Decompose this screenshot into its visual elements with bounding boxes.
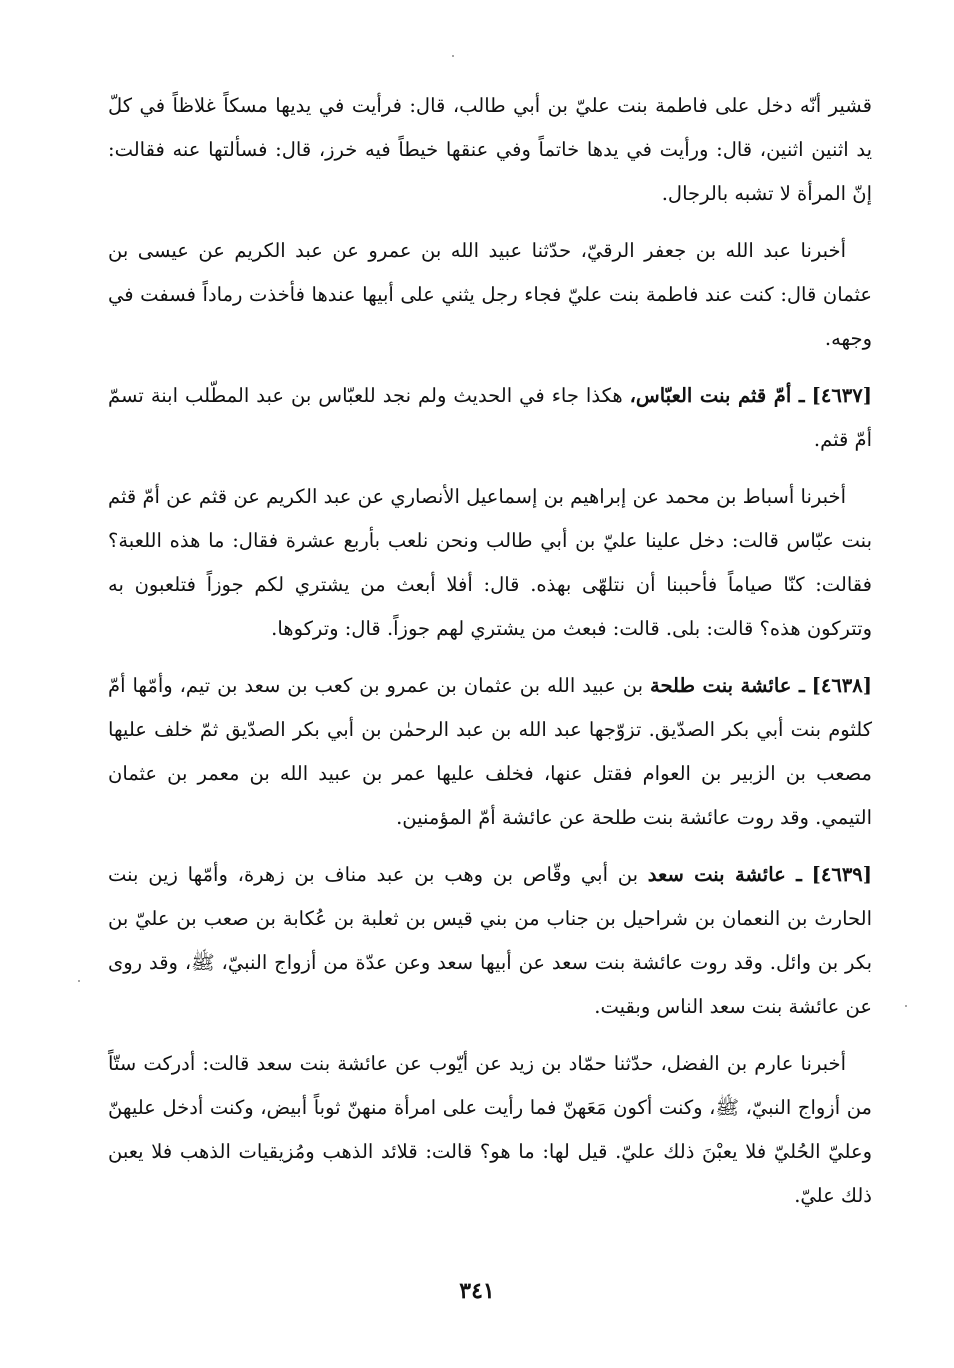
entry-4637 [108,374,872,462]
entry-name: ـ أمّ قثم بنت العبّاس، [629,384,805,407]
entry-text: بن عبيد الله بن عثمان بن عمرو بن كعب بن سعد بن تيم، وأمّها أمّ كلثوم بنت أبي بكر الصدّيق. تزوّجها عبد الله بن عبد الرحمٰن بن أبي بكر الصدّيق ثمّ خلف عليها مصعب بن الزبير بن العوام فقتل عنها، فخلف عليها عمر بن عبيد الله بن معمر بن عثمان التيمي. وقد روت عائشة بنت طلحة عن عائشة أمّ المؤمنين. [108,674,872,829]
entry-name: ـ عائشة بنت سعد [647,863,802,886]
entry-number: [٤٦٣٧] [811,384,872,407]
entry-4639 [108,853,872,1029]
paragraph-text: أخبرنا أسباط بن محمد عن إبراهيم بن إسماعيل الأنصاري عن عبد الكريم عن قثم عن أمّ قثم بنت عبّاس قالت: دخل علينا عليّ بن أبي طالب ونحن نلعب بأربع عشرة فقال: ما هذه اللعبة؟ فقالت: كنّا صياماً فأحببنا أن نتلهّى بهذه. قال: أفلا أبعث من يشتري لكم جوزاً فتلعبون به وتتركون هذه؟ قالت: بلى. قالت: فبعث من يشتري لهم جوزاً. قال: وتركوها. [108,485,872,640]
paragraph-1 [108,84,872,216]
entry-number: [٤٦٣٨] [811,674,872,697]
entry-number: [٤٦٣٩] [811,863,873,886]
entry-text: هكذا جاء في الحديث ولم نجد للعبّاس بن عبد المطّلب ابنة تسمّ أمّ قثم. [108,384,872,451]
scan-speck [905,1005,907,1007]
scan-speck [452,55,454,57]
page-number: ٣٤١ [459,1278,495,1304]
entry-text: بن أبي وقّاص بن وهب بن عبد مناف بن زهرة، وأمّها زين بنت الحارث بن النعمان بن شراحيل بن جناب من بني قيس بن ثعلبة بن عُكابة بن صعب بن عليّ بن بكر بن وائل. وقد روت عائشة بنت سعد عن أبيها سعد وعن عدّة من أزواج النبيّ، ﷺ، وقد روى عن عائشة بنت سعد الناس وبقيت. [108,863,872,1018]
paragraph-2 [108,229,872,361]
paragraph-4 [108,475,872,651]
paragraph-text: أخبرنا عبد الله بن جعفر الرقيّ، حدّثنا عبيد الله بن عمرو عن عبد الكريم عن عيسى بن عثمان قال: كنت عند فاطمة بنت عليّ فجاء رجل يثني على أبيها عندها فأخذت رماداً فسفت في وجهه. [108,239,872,350]
paragraph-text: أخبرنا عارم بن الفضل، حدّثنا حمّاد بن زيد عن أيّوب عن عائشة بنت سعد قالت: أدركت ستّاً من أزواج النبيّ، ﷺ، وكنت أكون مَعَهنّ فما رأيت على امرأة منهنّ ثوباً أبيض، وكنت أدخل عليهنّ وعليّ الحُليّ فلا يعبْنَ ذلك عليّ. قيل لها: ما هو؟ قالت: قلائد الذهب ومُزيقيات الذهب فلا يعبن ذلك عليّ. [108,1052,872,1207]
entry-name: ـ عائشة بنت طلحة [650,674,805,697]
paragraph-text: قشير أنّه دخل على فاطمة بنت عليّ بن أبي طالب، قال: فرأيت في يديها مسكاً غلاظاً في كلّ يد اثنين اثنين، قال: ورأيت في يدها خاتماً وفي عنقها خيطاً فيه خرز، قال: فسألتها عنه فقالت: إنّ المرأة لا تشبه بالرجال. [108,94,872,205]
scan-speck [78,980,80,982]
page-body [108,84,872,1231]
entry-4638 [108,664,872,840]
paragraph-7 [108,1042,872,1218]
